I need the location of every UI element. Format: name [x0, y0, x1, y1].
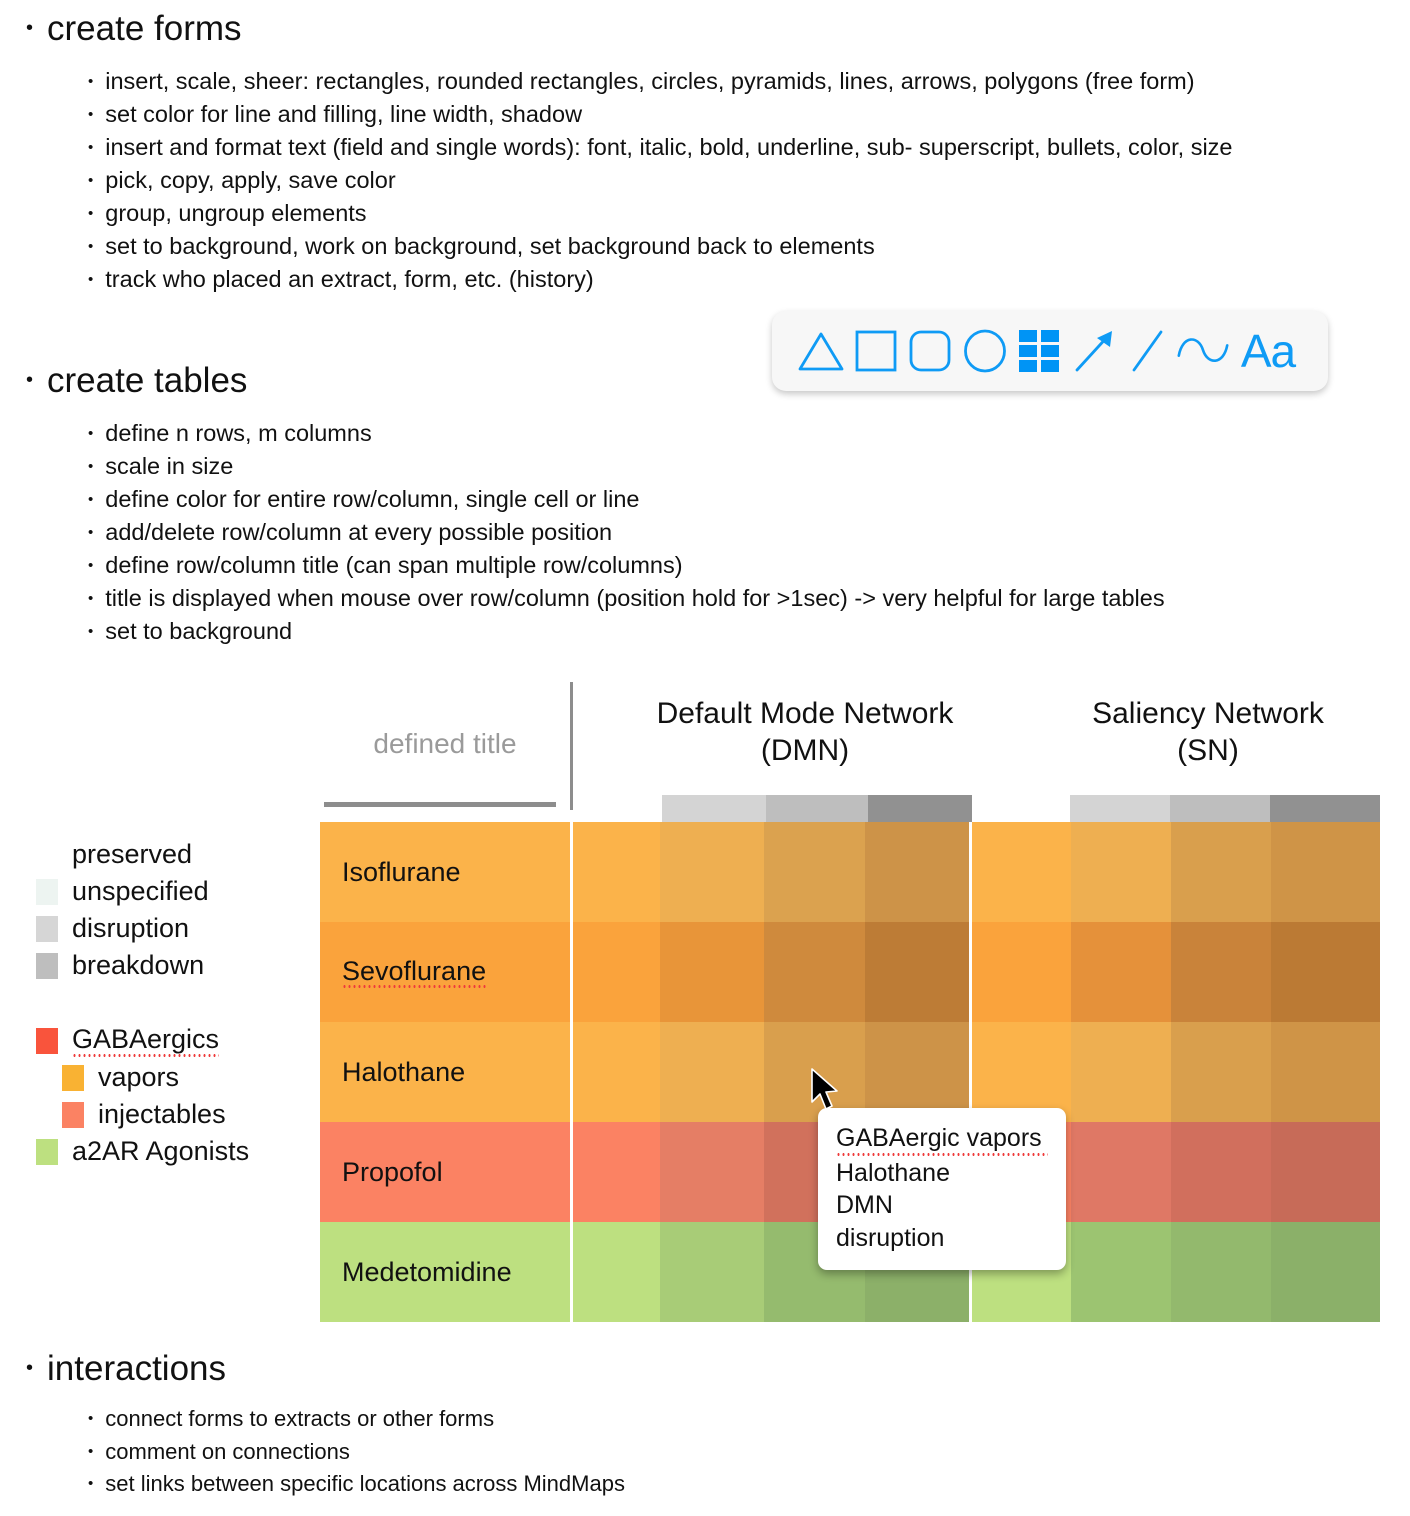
data-cell[interactable]: [972, 822, 1072, 922]
bullet-icon: •: [88, 73, 94, 91]
section-title-interactions: [26, 1348, 625, 1389]
data-cell[interactable]: [764, 822, 866, 922]
list-item: [88, 417, 1165, 450]
scale-step: [766, 795, 868, 824]
bullet-icon: •: [88, 106, 94, 124]
cell-tooltip: [818, 1108, 1066, 1270]
row-label-text: Isoflurane: [342, 856, 461, 887]
list-item: [88, 230, 1233, 263]
bullet-list-create-tables: [88, 417, 1165, 647]
list-item-text: set to background: [105, 617, 293, 644]
section-title-text: create forms: [47, 9, 242, 48]
legend-swatch: [36, 879, 58, 905]
data-cell[interactable]: [1171, 822, 1271, 922]
list-item-text: set links between specific locations across MindMaps: [105, 1470, 625, 1496]
list-item-text: scale in size: [105, 453, 234, 480]
data-cell[interactable]: [1271, 822, 1380, 922]
bullet-icon: •: [88, 589, 94, 607]
table-header: [320, 682, 1380, 822]
row-label-text: Sevoflurane: [342, 956, 486, 989]
data-cell[interactable]: [660, 822, 764, 922]
bullet-icon: •: [88, 204, 94, 222]
legend-item-unspecified: [36, 873, 306, 910]
bullet-icon: •: [88, 458, 94, 476]
list-item-text: define n rows, m columns: [105, 420, 372, 447]
text-tool-label: Aa: [1240, 325, 1296, 377]
list-item-text: set color for line and filling, line width, shadow: [105, 101, 583, 128]
data-cell[interactable]: [1171, 1222, 1271, 1322]
bullet-icon: •: [88, 622, 94, 640]
data-cell[interactable]: [865, 822, 969, 922]
legend-label: GABAergics: [72, 1024, 219, 1057]
curve-tool[interactable]: [1176, 324, 1230, 378]
legend-label: preserved: [72, 839, 193, 869]
tooltip-line-network: DMN: [836, 1191, 893, 1219]
section-interactions: [26, 1348, 625, 1500]
data-cell[interactable]: [573, 922, 661, 1022]
column-group-name: Default Mode Network: [656, 697, 954, 730]
column-group-abbr: (DMN): [760, 733, 850, 767]
legend-swatch: [62, 1065, 84, 1091]
row-label-text: Propofol: [342, 1156, 443, 1187]
bullet-list-create-forms: [88, 65, 1233, 295]
column-group-title-sn: [1036, 696, 1380, 769]
legend-label: unspecified: [72, 876, 209, 906]
bullet-icon: •: [88, 491, 94, 509]
scale-step: [1070, 795, 1170, 824]
section-title-create-forms: [26, 8, 1233, 49]
scale-step: [662, 795, 766, 824]
list-item-text: add/delete row/column at every possible position: [105, 518, 613, 545]
bullet-icon: •: [26, 17, 34, 39]
legend-item-injectables: [36, 1096, 306, 1133]
bullet-icon: •: [26, 1357, 34, 1379]
list-item-text: insert and format text (field and single words): font, italic, bold, underline, sub- superscript, bullets, color, size: [105, 134, 1233, 161]
section-title-text: interactions: [47, 1349, 226, 1388]
section-title-create-tables: [26, 360, 1165, 401]
data-cell[interactable]: [972, 922, 1072, 1022]
row-label-cell[interactable]: [320, 1222, 570, 1322]
list-item: [88, 164, 1233, 197]
list-item-text: define row/column title (can span multiple row/columns): [105, 551, 683, 578]
data-cell[interactable]: [1071, 1122, 1171, 1222]
bullet-icon: •: [88, 556, 94, 574]
list-item: [88, 450, 1165, 483]
data-cell[interactable]: [1071, 1022, 1171, 1122]
data-cell[interactable]: [1171, 922, 1271, 1022]
list-item-text: comment on connections: [105, 1438, 350, 1464]
list-item: [88, 582, 1165, 615]
list-item: [88, 197, 1233, 230]
data-cell[interactable]: [660, 1122, 764, 1222]
legend-item-breakdown: [36, 947, 306, 984]
list-item: [88, 1468, 625, 1500]
section-create-tables: [26, 360, 1165, 648]
bullet-icon: •: [88, 1410, 94, 1428]
data-cell[interactable]: [1071, 1222, 1171, 1322]
legend-item-vapors: [36, 1059, 306, 1096]
column-group-abbr: (SN): [1177, 733, 1239, 767]
legend-swatch: [36, 916, 58, 942]
legend-swatch: [36, 1139, 58, 1165]
list-item-text: group, ungroup elements: [105, 199, 367, 226]
bullet-icon: •: [88, 270, 94, 288]
tooltip-line-drug: Halothane: [836, 1158, 950, 1187]
data-cell[interactable]: [660, 922, 764, 1022]
list-item: [88, 98, 1233, 131]
text-tool[interactable]: [1230, 324, 1306, 378]
data-cell[interactable]: [1271, 922, 1380, 1022]
list-item-text: track who placed an extract, form, etc. (history): [105, 265, 594, 292]
bullet-list-interactions: [88, 1403, 625, 1500]
section-title-text: create tables: [47, 361, 248, 400]
data-cell[interactable]: [1271, 1122, 1380, 1222]
section-create-forms: [26, 8, 1233, 296]
legend-swatch: [36, 842, 58, 868]
list-item-text: set to background, work on background, set background back to elements: [105, 232, 875, 259]
list-item-text: define color for entire row/column, single cell or line: [105, 486, 640, 513]
legend-item-disruption: [36, 910, 306, 947]
header-vertical-divider: [570, 682, 573, 810]
mouse-cursor-icon: [810, 1068, 840, 1112]
column-group-title-dmn: [580, 696, 1030, 769]
legend-item-gabaergics: [36, 1022, 306, 1059]
row-label-text: Halothane: [342, 1056, 466, 1087]
scale-step: [868, 795, 972, 824]
data-cell[interactable]: [573, 822, 661, 922]
data-cell[interactable]: [1271, 1222, 1380, 1322]
data-cell[interactable]: [573, 1122, 661, 1222]
list-item-text: pick, copy, apply, save color: [105, 166, 396, 193]
data-cell[interactable]: [1171, 1122, 1271, 1222]
bullet-icon: •: [88, 425, 94, 443]
row-label-cell[interactable]: [320, 922, 570, 1022]
table-row: [320, 922, 1380, 1022]
list-item: [88, 1436, 625, 1468]
data-cell[interactable]: [1071, 922, 1171, 1022]
data-cell[interactable]: [972, 1022, 1072, 1122]
list-item: [88, 483, 1165, 516]
list-item-text: connect forms to extracts or other forms: [105, 1406, 495, 1432]
bullet-icon: •: [88, 1442, 94, 1460]
list-item-text: insert, scale, sheer: rectangles, rounded rectangles, circles, pyramids, lines, arrows, polygons (free form): [105, 68, 1195, 95]
severity-scale-strip-dmn: [662, 795, 972, 824]
tooltip-line-state: disruption: [836, 1223, 945, 1252]
list-item: [88, 615, 1165, 648]
column-group-name: Saliency Network: [1092, 697, 1324, 730]
scale-step: [1170, 795, 1270, 824]
data-cell[interactable]: [660, 1222, 764, 1322]
legend-spacer: [36, 984, 306, 1022]
data-cell[interactable]: [865, 922, 969, 1022]
list-item: [88, 263, 1233, 296]
row-label-cell[interactable]: [320, 1122, 570, 1222]
list-item: [88, 516, 1165, 549]
list-item: [88, 549, 1165, 582]
legend-label: disruption: [72, 913, 190, 943]
bullet-icon: •: [88, 523, 94, 541]
legend-label: breakdown: [72, 950, 205, 980]
bullet-icon: •: [88, 139, 94, 157]
data-cell[interactable]: [1171, 1022, 1271, 1122]
table-legend: [36, 836, 306, 1170]
scale-step: [1270, 795, 1380, 824]
legend-label: a2AR Agonists: [72, 1136, 250, 1166]
bullet-icon: •: [26, 369, 34, 391]
legend-swatch: [62, 1102, 84, 1128]
bullet-icon: •: [88, 171, 94, 189]
table-row: [320, 1022, 1380, 1122]
legend-swatch: [36, 1028, 58, 1054]
list-item: [88, 131, 1233, 164]
data-cell[interactable]: [764, 922, 866, 1022]
row-header-underline: [324, 802, 556, 807]
list-item: [88, 65, 1233, 98]
data-cell[interactable]: [660, 1022, 764, 1122]
row-label-cell[interactable]: [320, 822, 570, 922]
legend-swatch: [36, 953, 58, 979]
data-cell[interactable]: [573, 1022, 661, 1122]
tooltip-line-category: GABAergic vapors: [836, 1122, 1048, 1157]
table-row: [320, 822, 1380, 922]
row-label-text: Medetomidine: [342, 1256, 512, 1287]
data-cell[interactable]: [865, 1022, 969, 1122]
data-cell[interactable]: [1071, 822, 1171, 922]
list-item-text: title is displayed when mouse over row/column (position hold for >1sec) -> very helpful for large tables: [105, 584, 1165, 611]
bullet-icon: •: [88, 237, 94, 255]
legend-item-preserved: [36, 836, 306, 873]
legend-item-a2ar-agonists: [36, 1133, 306, 1170]
legend-label: injectables: [98, 1099, 226, 1129]
severity-scale-strip-sn: [1070, 795, 1380, 824]
list-item: [88, 1403, 625, 1435]
legend-label: vapors: [98, 1062, 180, 1092]
bullet-icon: •: [88, 1474, 94, 1492]
data-cell[interactable]: [573, 1222, 661, 1322]
row-header-title: defined title: [373, 728, 517, 759]
data-cell[interactable]: [1271, 1022, 1380, 1122]
wave-curve-icon: [1176, 328, 1230, 374]
row-label-cell[interactable]: [320, 1022, 570, 1122]
